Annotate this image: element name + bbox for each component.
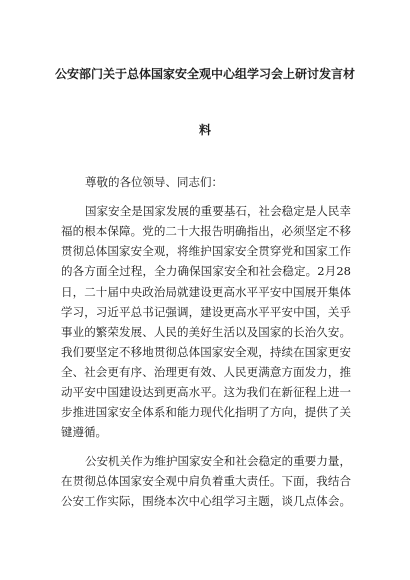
paragraph-1-line: 学习，习近平总书记强调，建设更高水平平安中国，关乎 [61, 305, 351, 319]
paragraph-1-line: 国家安全是国家发展的重要基石，社会稳定是人民幸 [85, 204, 351, 218]
document-title-line-2: 料 [198, 123, 211, 137]
paragraph-1-line: 的各方面全过程，全力确保国家安全和社会稳定。2月28 [61, 264, 351, 278]
paragraph-1-line: 步推进国家安全体系和能力现代化指明了方向，提供了关 [61, 405, 351, 419]
paragraph-1-line: 键遵循。 [61, 425, 107, 439]
salutation: 尊敬的各位领导、同志们： [85, 175, 223, 189]
paragraph-1-line: 贯彻总体国家安全观，将维护国家安全贯穿党和国家工作 [61, 244, 351, 258]
paragraph-1-line: 我们要坚定不移地贯彻总体国家安全观，持续在国家更安 [61, 345, 351, 359]
paragraph-1-line: 动平安中国建设达到更高水平。这为我们在新征程上进一 [61, 385, 351, 399]
paragraph-2-line: 公安工作实际，围绕本次中心组学习主题，谈几点体会。 [61, 494, 351, 508]
paragraph-2-line: 公安机关作为维护国家安全和社会稳定的重要力量， [85, 454, 351, 468]
document-title-line-1: 公安部门关于总体国家安全观中心组学习会上研讨发言材 [55, 67, 356, 81]
paragraph-1-line: 日，二十届中央政治局就建设更高水平平安中国展开集体 [61, 285, 351, 299]
paragraph-2-line: 在贯彻总体国家安全观中肩负着重大责任。下面，我结合 [61, 474, 351, 488]
paragraph-1-line: 全、社会更有序、治理更有效、人民更满意方面发力，推 [61, 365, 351, 379]
paragraph-1-line: 事业的繁荣发展、人民的美好生活以及国家的长治久安。 [61, 325, 351, 339]
paragraph-1-line: 福的根本保障。党的二十大报告明确指出，必须坚定不移 [61, 224, 351, 238]
